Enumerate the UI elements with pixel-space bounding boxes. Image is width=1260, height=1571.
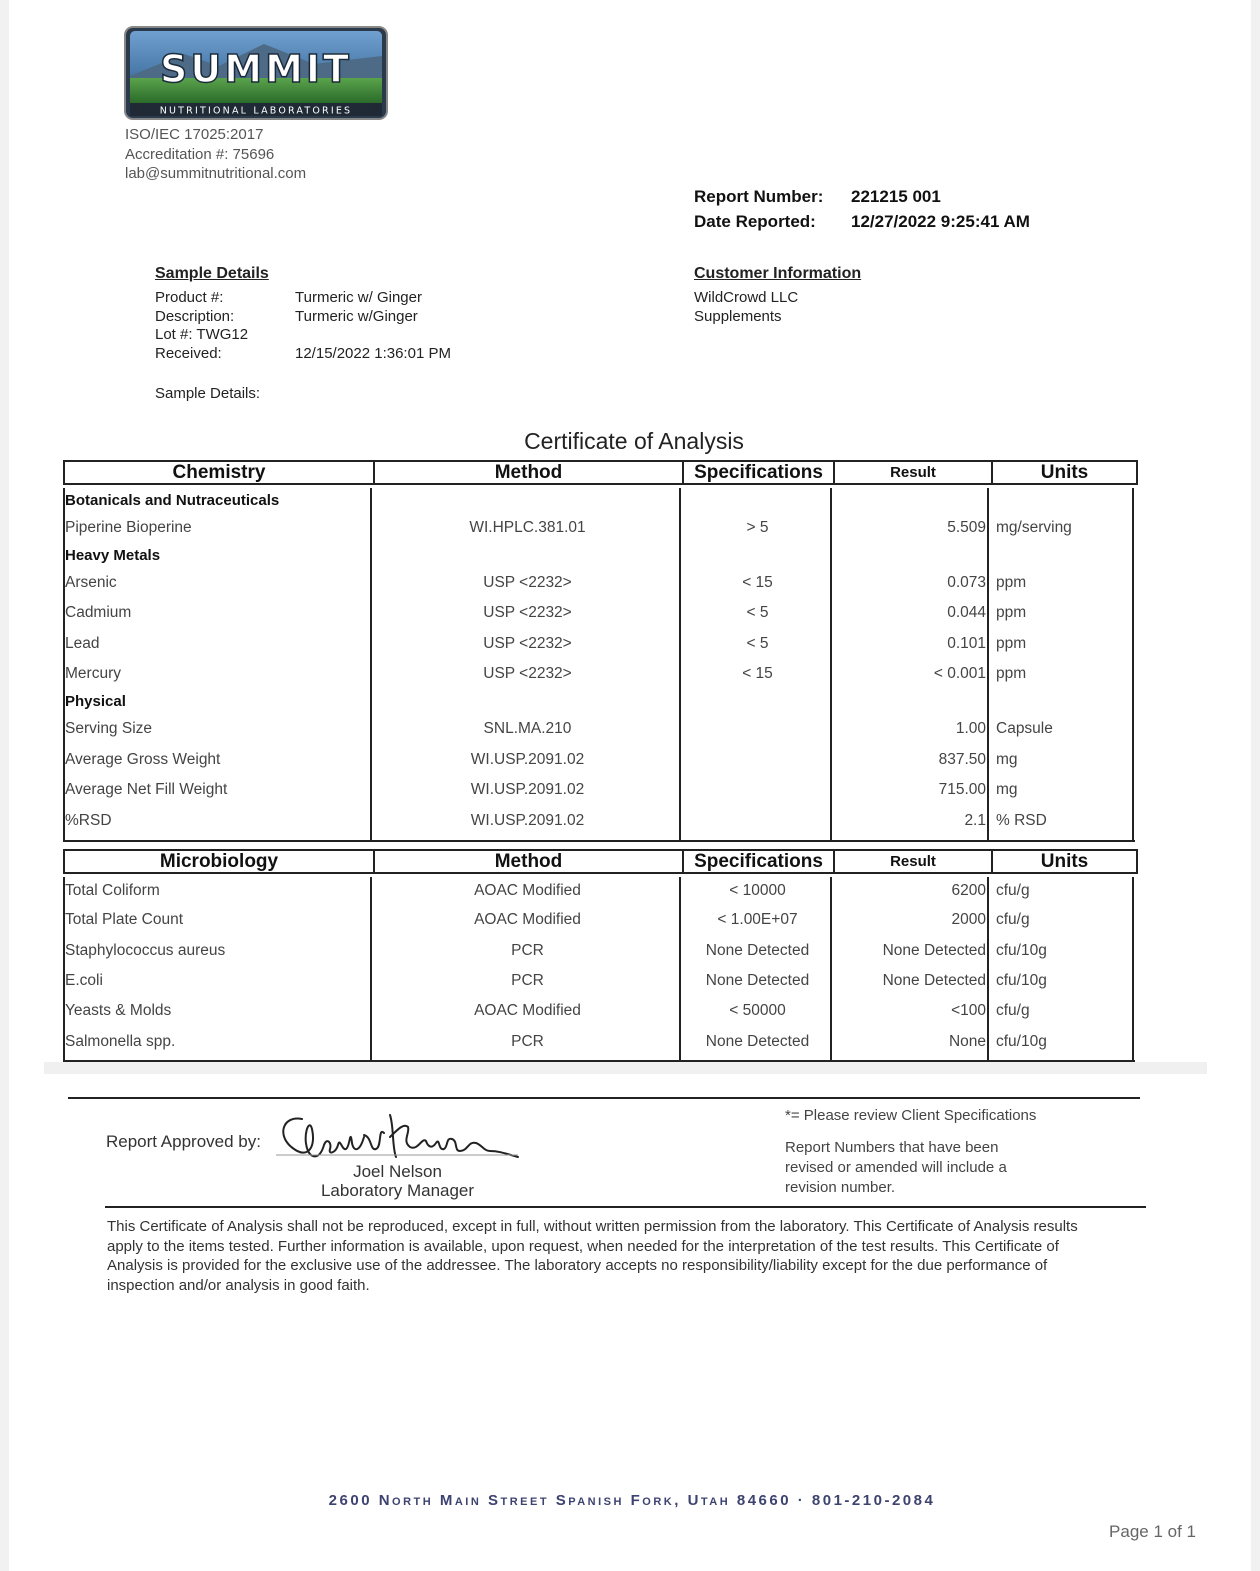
result-cell: 2.1 <box>964 812 986 829</box>
result-cell: 1.00 <box>955 720 986 737</box>
product-value: Turmeric w/ Ginger <box>295 289 422 306</box>
analyte-cell: Lead <box>65 635 100 652</box>
result-cell: 5.509 <box>947 519 986 536</box>
table-row <box>63 744 1135 775</box>
method-cell: WI.HPLC.381.01 <box>469 519 586 536</box>
method-cell: PCR <box>511 1033 544 1050</box>
approved-by-label: Report Approved by: <box>106 1132 261 1151</box>
table-row <box>63 805 1135 836</box>
specification-cell <box>682 714 833 744</box>
divider <box>105 1206 1146 1208</box>
specifications-header: Specifications <box>682 460 833 485</box>
table-row <box>63 628 1135 659</box>
group-label: Heavy Metals <box>65 547 161 564</box>
result-cell: 0.044 <box>947 604 986 621</box>
specification-cell <box>682 805 833 836</box>
accreditation-number: Accreditation #: 75696 <box>125 145 275 163</box>
result-cell: None Detected <box>882 942 986 959</box>
method-cell: AOAC Modified <box>474 1002 581 1019</box>
report-header <box>694 187 1030 237</box>
lab-address: 2600 North Main Street Spanish Fork, Utah 84660 · 801-210-2084 <box>328 1492 936 1509</box>
signer-title: Laboratory Manager <box>320 1180 475 1200</box>
description-label: Description: <box>155 307 235 325</box>
chemistry-table <box>63 460 1138 842</box>
table-row <box>63 513 1135 543</box>
result-cell: None <box>948 1033 986 1050</box>
result-cell: 0.101 <box>947 635 986 652</box>
analyte-cell: Salmonella spp. <box>65 1033 176 1050</box>
lot-number: Lot #: TWG12 <box>155 326 249 343</box>
customer-type: Supplements <box>694 307 782 325</box>
result-cell: 837.50 <box>938 751 986 768</box>
table-row <box>63 966 1135 996</box>
microbiology-header: Microbiology <box>63 849 373 874</box>
description-value: Turmeric w/Ginger <box>295 307 418 325</box>
table-group-row <box>63 689 1135 714</box>
analyte-cell: Piperine Bioperine <box>65 519 192 536</box>
specification-cell: < 15 <box>742 665 773 682</box>
method-cell: WI.USP.2091.02 <box>470 812 585 829</box>
svg-text:NUTRITIONAL LABORATORIES: NUTRITIONAL LABORATORIES <box>159 105 353 117</box>
table-row <box>63 996 1135 1026</box>
specification-cell: < 15 <box>742 574 773 591</box>
divider <box>68 1097 1140 1099</box>
date-reported: 12/27/2022 9:25:41 AM <box>851 212 1030 231</box>
analyte-cell: Total Plate Count <box>65 911 184 928</box>
specification-cell: < 5 <box>746 604 769 621</box>
specification-cell <box>682 775 833 805</box>
sample-details <box>155 265 451 402</box>
received-label: Received: <box>155 344 222 362</box>
units-cell: ppm <box>996 574 1027 591</box>
client-specifications-note: *= Please review Client Specifications <box>785 1107 1037 1124</box>
result-header: Result <box>833 460 991 485</box>
analyte-cell: Mercury <box>65 665 121 682</box>
table-row <box>63 935 1135 966</box>
page-number: Page 1 of 1 <box>1109 1522 1196 1541</box>
units-cell: mg/serving <box>996 519 1072 536</box>
units-cell: cfu/g <box>996 882 1030 899</box>
microbiology-table <box>63 849 1138 1062</box>
method-cell: PCR <box>511 942 544 959</box>
result-cell: < 0.001 <box>933 665 986 682</box>
units-cell: cfu/10g <box>996 1033 1047 1050</box>
specification-cell: > 5 <box>746 519 769 536</box>
method-cell: USP <2232> <box>483 604 572 621</box>
analyte-cell: Arsenic <box>65 574 117 591</box>
method-cell: USP <2232> <box>483 635 572 652</box>
signer-name: Joel Nelson <box>353 1162 442 1181</box>
specification-cell: < 1.00E+07 <box>717 911 798 928</box>
page-edge-left <box>0 0 9 1571</box>
disclaimer-text: This Certificate of Analysis shall not be reproduced, except in full, without written permission from the laboratory. This Certificate of Analysis results apply to the items tested. Further information is available, upon request, when needed for the interpretation of the test results. This Certificate of Analysis is provided for the exclusive use of the addressee. The laboratory accepts no responsibility/liability except for the due performance of inspection and/or analysis in good faith. <box>107 1218 1078 1294</box>
analyte-cell: Cadmium <box>65 604 132 621</box>
method-cell: AOAC Modified <box>474 911 581 928</box>
svg-text:SUMMIT: SUMMIT <box>160 47 352 91</box>
specifications-header: Specifications <box>682 849 833 874</box>
group-label: Physical <box>65 693 126 710</box>
specification-cell: None Detected <box>705 1033 810 1050</box>
analyte-cell: E.coli <box>65 972 103 989</box>
method-cell: AOAC Modified <box>474 882 581 899</box>
analyte-cell: Staphylococcus aureus <box>65 942 226 959</box>
method-header: Method <box>373 460 682 485</box>
units-cell: cfu/g <box>996 1002 1030 1019</box>
iso-standard: ISO/IEC 17025:2017 <box>125 126 264 143</box>
units-cell: Capsule <box>996 720 1053 737</box>
units-cell: cfu/g <box>996 911 1030 928</box>
units-header: Units <box>991 849 1138 874</box>
customer-information <box>694 265 861 326</box>
table-row <box>63 905 1135 935</box>
signature-image <box>272 1107 522 1169</box>
page-break-band <box>44 1062 1207 1074</box>
coa-title: Certificate of Analysis <box>524 428 744 454</box>
specification-cell: < 10000 <box>729 882 786 899</box>
analyte-cell: Yeasts & Molds <box>65 1002 172 1019</box>
table-row <box>63 598 1135 628</box>
chemistry-header: Chemistry <box>63 460 373 485</box>
method-cell: SNL.MA.210 <box>483 720 572 737</box>
table-row <box>63 659 1135 689</box>
table-row <box>63 568 1135 598</box>
received-value: 12/15/2022 1:36:01 PM <box>295 344 451 362</box>
method-header: Method <box>373 849 682 874</box>
specification-cell: None Detected <box>705 972 810 989</box>
units-cell: ppm <box>996 665 1027 682</box>
table-group-row <box>63 488 1135 513</box>
analyte-cell: Average Net Fill Weight <box>65 781 228 798</box>
chemistry-body <box>63 488 1135 842</box>
table-row <box>63 714 1135 744</box>
group-label: Botanicals and Nutraceuticals <box>65 492 280 509</box>
units-cell: % RSD <box>996 812 1047 829</box>
result-header: Result <box>833 849 991 874</box>
report-number: 221215 001 <box>851 187 941 206</box>
result-cell: None Detected <box>882 972 986 989</box>
method-cell: USP <2232> <box>483 574 572 591</box>
units-cell: ppm <box>996 635 1027 652</box>
microbiology-header-row <box>63 849 1138 874</box>
signer-block <box>290 1163 505 1200</box>
date-reported-label: Date Reported: <box>694 212 816 231</box>
method-cell: WI.USP.2091.02 <box>470 751 585 768</box>
specification-cell <box>682 744 833 775</box>
table-group-row <box>63 543 1135 568</box>
customer-name: WildCrowd LLC <box>694 289 799 306</box>
product-label: Product #: <box>155 289 224 306</box>
summit-logo <box>124 26 388 120</box>
table-row <box>63 775 1135 805</box>
units-cell: cfu/10g <box>996 972 1047 989</box>
units-cell: mg <box>996 751 1018 768</box>
table-row <box>63 1026 1135 1057</box>
analyte-cell: Serving Size <box>65 720 153 737</box>
analyte-cell: Total Coliform <box>65 882 160 899</box>
lab-email: lab@summitnutritional.com <box>125 165 307 182</box>
method-cell: USP <2232> <box>483 665 572 682</box>
sample-details-title: Sample Details <box>155 265 269 282</box>
report-number-label: Report Number: <box>694 187 824 206</box>
result-cell: 2000 <box>951 911 986 928</box>
accreditation-block <box>125 125 306 184</box>
revision-note: Report Numbers that have been revised or amended will include a revision number. <box>785 1139 1007 1196</box>
units-cell: ppm <box>996 604 1027 621</box>
result-cell: 715.00 <box>938 781 986 798</box>
specification-cell: < 50000 <box>729 1002 786 1019</box>
result-cell: <100 <box>951 1002 986 1019</box>
units-header: Units <box>991 460 1138 485</box>
microbiology-body <box>63 877 1135 1062</box>
analyte-cell: %RSD <box>65 812 112 829</box>
analyte-cell: Average Gross Weight <box>65 751 221 768</box>
specification-cell: < 5 <box>746 635 769 652</box>
method-cell: WI.USP.2091.02 <box>470 781 585 798</box>
table-row <box>63 877 1135 905</box>
chemistry-header-row <box>63 460 1138 485</box>
page-edge-right <box>1251 0 1260 1571</box>
result-cell: 0.073 <box>947 574 986 591</box>
units-cell: cfu/10g <box>996 942 1047 959</box>
specification-cell: None Detected <box>705 942 810 959</box>
sample-details-label: Sample Details: <box>155 385 261 402</box>
units-cell: mg <box>996 781 1018 798</box>
method-cell: PCR <box>511 972 544 989</box>
result-cell: 6200 <box>951 882 986 899</box>
customer-info-title: Customer Information <box>694 265 862 282</box>
